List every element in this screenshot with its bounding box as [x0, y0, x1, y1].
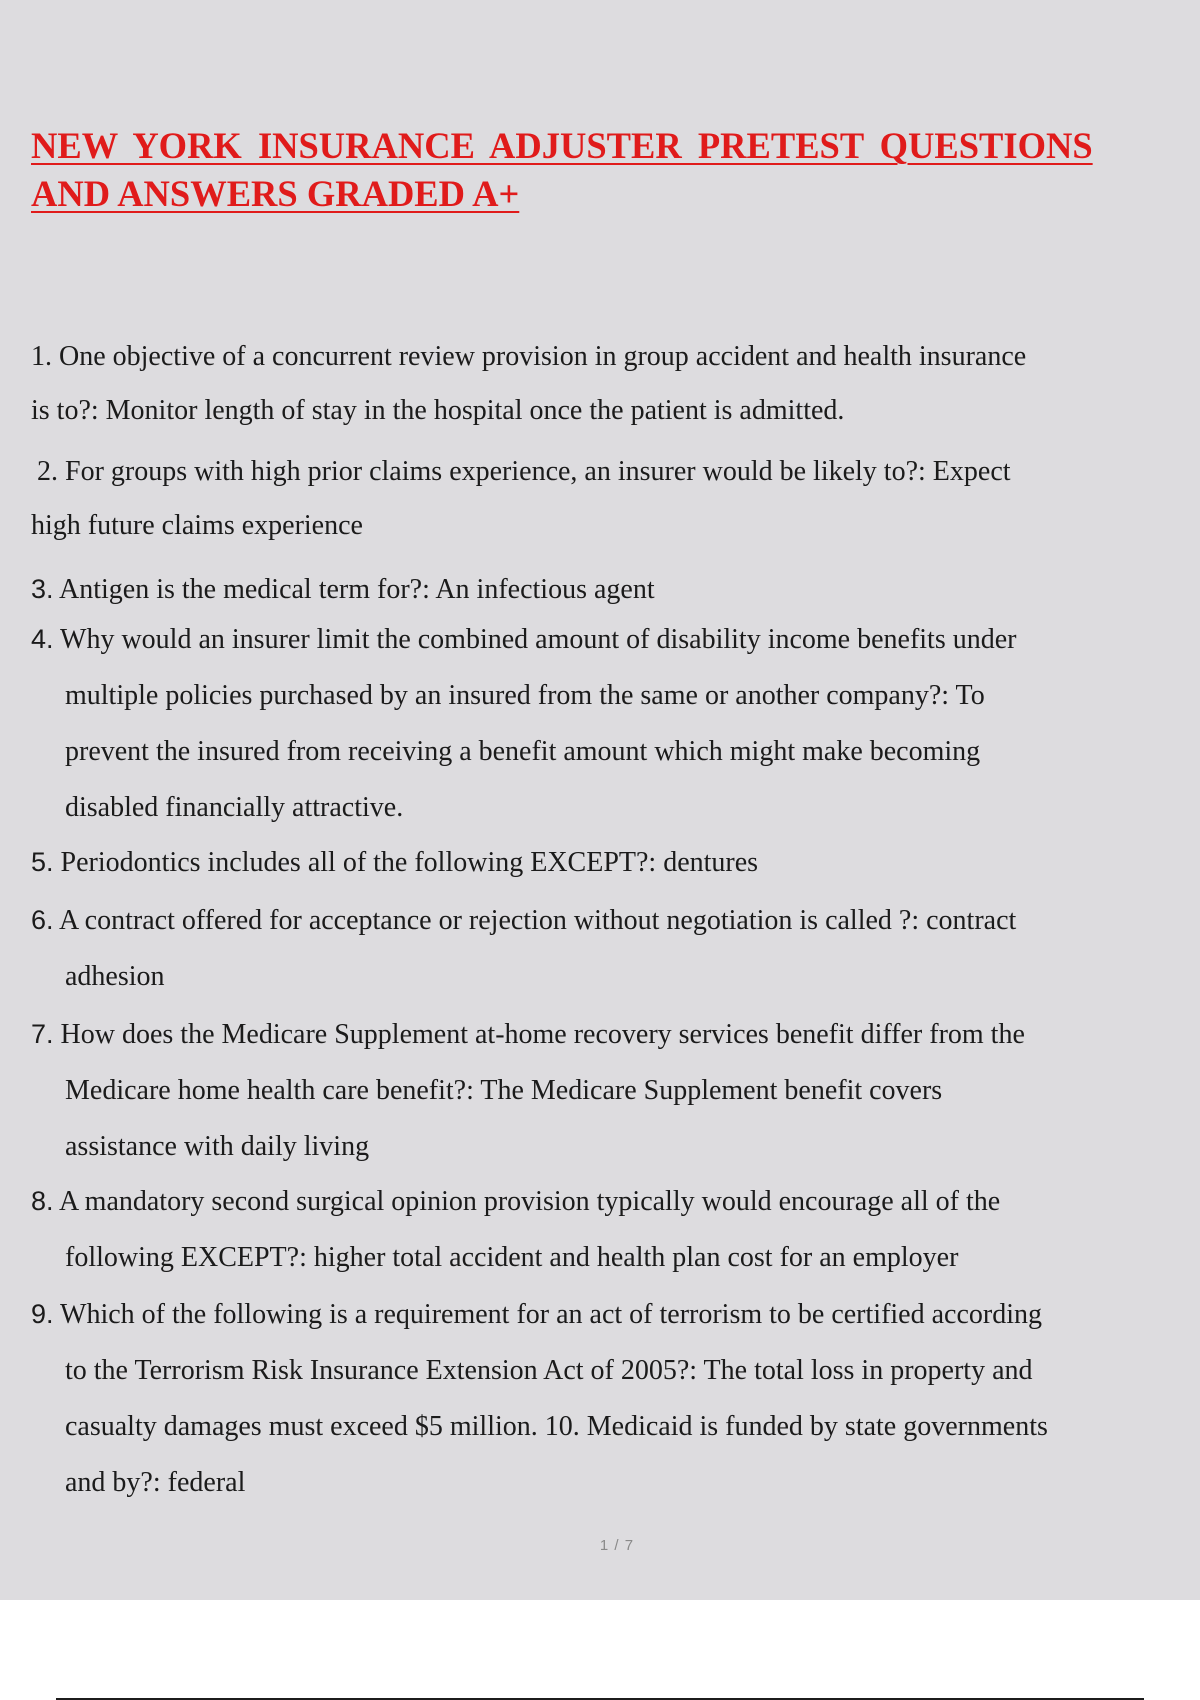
question-number: 8.: [31, 1186, 54, 1216]
question-number: 6.: [31, 905, 54, 935]
question-3: [31, 561, 655, 618]
question-text: adhesion: [65, 961, 165, 992]
question-6: [31, 892, 1016, 1005]
question-text: A contract offered for acceptance or rejection without negotiation is called ?: contract: [59, 905, 1017, 936]
question-text: casualty damages must exceed $5 million. 10. Medicaid is funded by state governments: [65, 1411, 1048, 1442]
question-2: [31, 445, 1011, 553]
question-8: [31, 1173, 1000, 1286]
question-number: 3.: [31, 574, 54, 604]
question-text: For groups with high prior claims experience, an insurer would be likely to?: Expect: [65, 456, 1011, 487]
question-number: 9.: [31, 1299, 54, 1329]
page-indicator: 1 / 7: [599, 1537, 635, 1554]
question-4: [31, 611, 1017, 836]
question-text: following EXCEPT?: higher total accident and health plan cost for an employer: [65, 1242, 959, 1273]
question-text: Which of the following is a requirement for an act of terrorism to be certified according: [60, 1299, 1042, 1330]
question-text: assistance with daily living: [65, 1131, 370, 1162]
question-text: Periodontics includes all of the following EXCEPT?: dentures: [60, 847, 759, 878]
question-5: [31, 834, 758, 891]
question-text: A mandatory second surgical opinion provision typically would encourage all of the: [59, 1186, 1001, 1217]
question-text: Medicare home health care benefit?: The Medicare Supplement benefit covers: [65, 1075, 943, 1106]
question-text: disabled financially attractive.: [65, 792, 404, 823]
question-number: 4.: [31, 624, 54, 654]
question-text: and by?: federal: [65, 1467, 246, 1498]
question-9: [31, 1286, 1048, 1511]
document-title: [31, 122, 1200, 218]
question-1: [31, 330, 1026, 438]
question-text: Antigen is the medical term for?: An infectious agent: [59, 574, 655, 605]
question-text: multiple policies purchased by an insured from the same or another company?: To: [65, 680, 985, 711]
question-text: How does the Medicare Supplement at-home recovery services benefit differ from the: [60, 1019, 1025, 1050]
question-number: 5.: [31, 847, 54, 877]
question-text: is to?: Monitor length of stay in the hospital once the patient is admitted.: [31, 395, 845, 426]
title-line-1: NEW YORK INSURANCE ADJUSTER PRETEST QUESTIONS: [31, 125, 1093, 166]
question-number: 2.: [37, 456, 58, 487]
question-text: to the Terrorism Risk Insurance Extension Act of 2005?: The total loss in property and: [65, 1355, 1033, 1386]
question-text: Why would an insurer limit the combined amount of disability income benefits under: [60, 624, 1017, 655]
question-7: [31, 1006, 1025, 1175]
title-line-2: AND ANSWERS GRADED A+: [31, 173, 520, 214]
question-text: high future claims experience: [31, 510, 363, 541]
question-text: One objective of a concurrent review provision in group accident and health insurance: [59, 341, 1027, 372]
question-text: prevent the insured from receiving a benefit amount which might make becoming: [65, 736, 981, 767]
question-number: 7.: [31, 1019, 54, 1049]
question-number: 1.: [31, 341, 52, 372]
